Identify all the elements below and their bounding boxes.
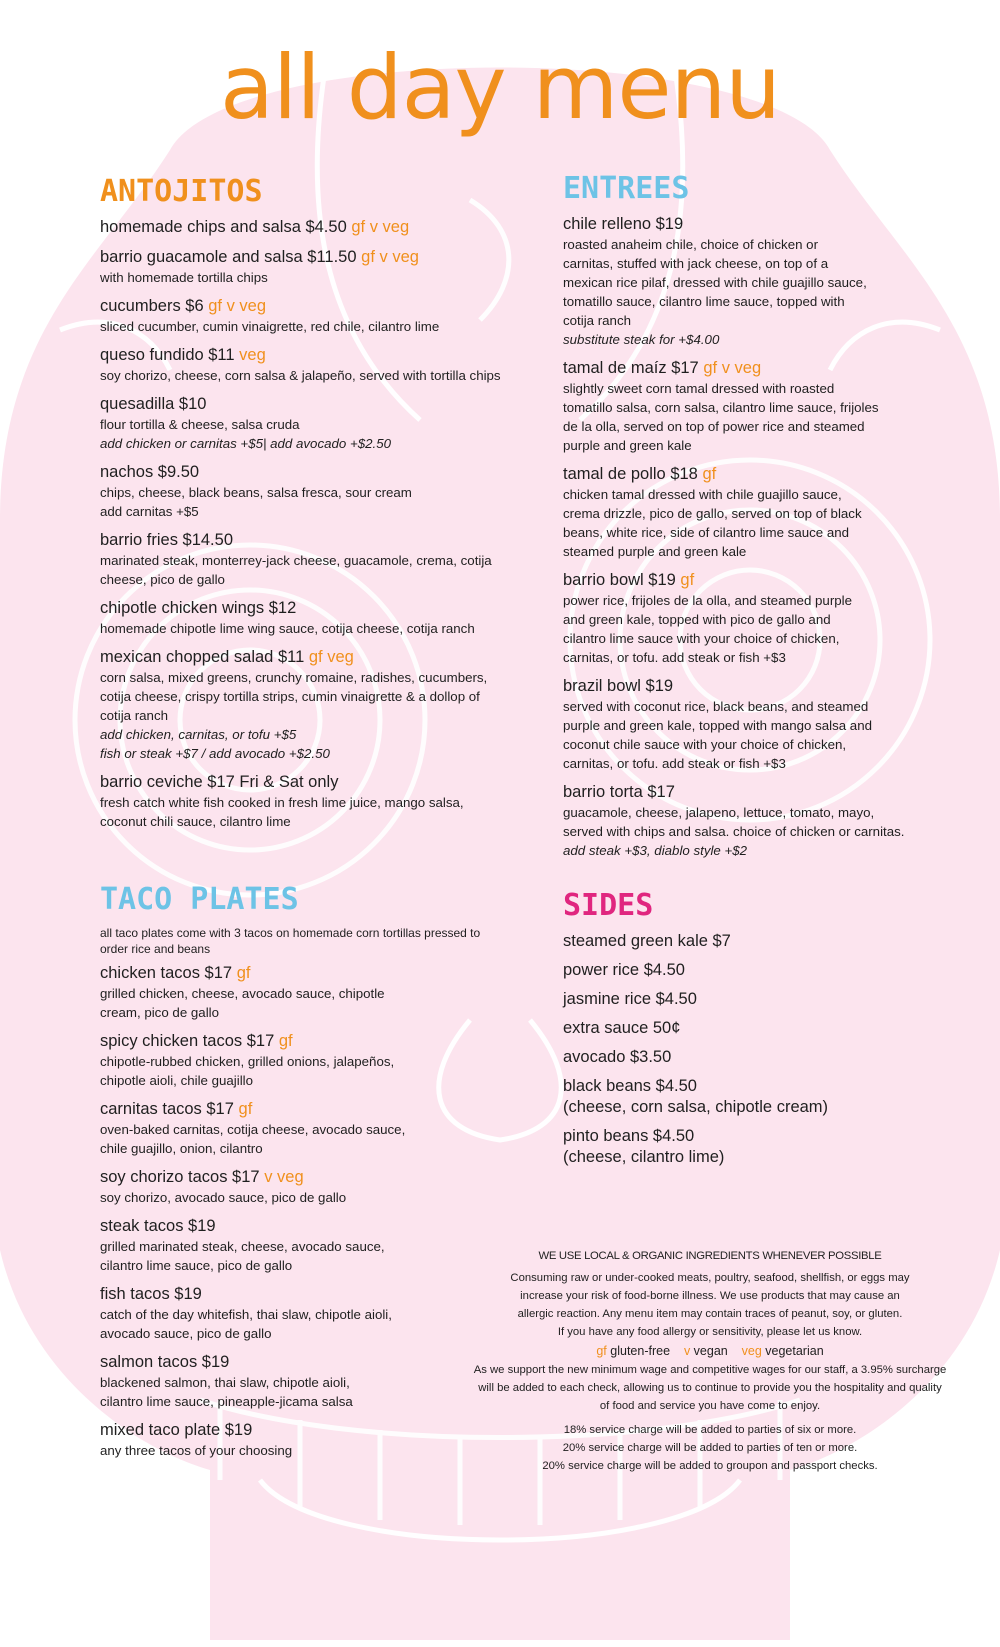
intro-line: all taco plates come with 3 tacos on homemade corn tortillas pressed to bbox=[100, 926, 481, 940]
menu-item-title bbox=[100, 1420, 520, 1441]
legend-label-v: vegan bbox=[693, 1344, 728, 1358]
menu-item-description: tomatillo salsa, corn salsa, cilantro lime sauce, frijoles bbox=[563, 400, 879, 415]
menu-item-title bbox=[563, 464, 943, 485]
menu-item-name: steak tacos $19 bbox=[100, 1217, 216, 1235]
menu-item-name: salmon tacos $19 bbox=[100, 1353, 230, 1371]
menu-item-description: guacamole, cheese, jalapeno, lettuce, tomato, mayo, bbox=[563, 805, 875, 820]
menu-item bbox=[563, 214, 943, 349]
wage-surcharge-line: will be added to each check, allowing us to continue to provide you the hospitality and quality bbox=[478, 1382, 942, 1394]
menu-item-name: nachos $9.50 bbox=[100, 463, 200, 481]
menu-item-name: chipotle chicken wings $12 bbox=[100, 599, 297, 617]
menu-item-description: cotija ranch bbox=[100, 708, 168, 723]
sides-section bbox=[563, 889, 943, 1176]
menu-item bbox=[100, 1284, 520, 1343]
menu-item-title bbox=[100, 1284, 520, 1305]
side-item-name: steamed green kale $7 bbox=[563, 932, 731, 950]
menu-item-title bbox=[100, 247, 520, 268]
menu-item-name: barrio torta $17 bbox=[563, 783, 675, 801]
wage-surcharge-line: As we support the new minimum wage and competitive wages for our staff, a 3.95% surcharge bbox=[473, 1364, 947, 1376]
service-charge-line: 18% service charge will be added to parties of six or more. bbox=[563, 1424, 857, 1436]
menu-item-description: grilled chicken, cheese, avocado sauce, chipotle bbox=[100, 986, 385, 1001]
menu-item-title bbox=[100, 1167, 520, 1188]
menu-item-description: any three tacos of your choosing bbox=[100, 1443, 293, 1458]
menu-item-name: barrio ceviche $17 Fri & Sat only bbox=[100, 773, 339, 791]
menu-item bbox=[100, 1420, 520, 1460]
menu-item-description: served with chips and salsa. choice of chicken or carnitas. bbox=[563, 824, 905, 839]
menu-item-description: carnitas, or tofu. add steak or fish +$3 bbox=[563, 756, 786, 771]
menu-item-title bbox=[100, 647, 520, 668]
menu-item-description: oven-baked carnitas, cotija cheese, avocado sauce, bbox=[100, 1122, 406, 1137]
menu-item-description: chipotle aioli, chile guajillo bbox=[100, 1073, 254, 1088]
side-item bbox=[563, 989, 943, 1010]
menu-item-description: grilled marinated steak, cheese, avocado sauce, bbox=[100, 1239, 385, 1254]
menu-item-name: soy chorizo tacos $17 bbox=[100, 1168, 260, 1186]
menu-item bbox=[100, 530, 520, 589]
service-charge-line: 20% service charge will be added to groupon and passport checks. bbox=[542, 1460, 878, 1472]
menu-item bbox=[100, 247, 520, 287]
menu-item-name: brazil bowl $19 bbox=[563, 677, 674, 695]
menu-item-name: fish tacos $19 bbox=[100, 1285, 202, 1303]
menu-item bbox=[563, 570, 943, 667]
menu-item-description: coconut chili sauce, cilantro lime bbox=[100, 814, 291, 829]
menu-item-description: cotija ranch bbox=[563, 313, 631, 328]
menu-item-description: purple and green kale, topped with mango salsa and bbox=[563, 718, 872, 733]
menu-item-title bbox=[563, 782, 943, 803]
menu-item bbox=[100, 296, 520, 336]
menu-item-description: sliced cucumber, cumin vinaigrette, red chile, cilantro lime bbox=[100, 319, 440, 334]
legend-key-v: v bbox=[683, 1344, 691, 1358]
allergy-line: allergic reaction. Any menu item may contain traces of peanut, soy, or gluten. bbox=[517, 1308, 903, 1320]
legend-key-gf: gf bbox=[596, 1344, 607, 1358]
dietary-legend bbox=[465, 1341, 955, 1361]
menu-item-description: soy chorizo, avocado sauce, pico de gallo bbox=[100, 1190, 347, 1205]
menu-item-addon-note: add chicken, carnitas, or tofu +$5 bbox=[100, 727, 297, 742]
menu-item-description: served with coconut rice, black beans, and steamed bbox=[563, 699, 869, 714]
dietary-tags: gf bbox=[238, 1100, 253, 1118]
menu-item-title bbox=[100, 772, 520, 793]
dietary-tags: gf v veg bbox=[703, 359, 762, 377]
menu-item-description: cheese, pico de gallo bbox=[100, 572, 225, 587]
menu-item-description: crema drizzle, pico de gallo, served on top of black bbox=[563, 506, 862, 521]
menu-item-name: barrio fries $14.50 bbox=[100, 531, 233, 549]
menu-item-description: chile guajillo, onion, cilantro bbox=[100, 1141, 263, 1156]
menu-item-description: mexican rice pilaf, dressed with chile guajillo sauce, bbox=[563, 275, 867, 290]
legend-label-veg: vegetarian bbox=[765, 1344, 824, 1358]
side-item-name: power rice $4.50 bbox=[563, 961, 685, 979]
side-item bbox=[563, 1018, 943, 1039]
menu-item-title bbox=[563, 676, 943, 697]
taco-plates-heading: TACO PLATES bbox=[100, 882, 299, 917]
menu-item-description: catch of the day whitefish, thai slaw, chipotle aioli, bbox=[100, 1307, 392, 1322]
menu-item bbox=[563, 464, 943, 561]
menu-item bbox=[100, 1031, 520, 1090]
taco-plates-intro bbox=[100, 925, 520, 957]
service-charge-line: 20% service charge will be added to parties of ten or more. bbox=[562, 1442, 858, 1454]
menu-item-title bbox=[100, 598, 520, 619]
menu-item-name: queso fundido $11 bbox=[100, 346, 235, 364]
menu-item-title bbox=[563, 214, 943, 235]
menu-item-description: blackened salmon, thai slaw, chipotle aioli, bbox=[100, 1375, 350, 1390]
menu-item bbox=[100, 217, 520, 238]
sides-list bbox=[563, 931, 943, 1168]
dietary-tags: gf bbox=[236, 964, 251, 982]
menu-item-addon-note: fish or steak +$7 / add avocado +$2.50 bbox=[100, 746, 330, 761]
menu-item-title bbox=[100, 963, 520, 984]
menu-item-title bbox=[100, 217, 520, 238]
dietary-tags: gf v veg bbox=[351, 218, 410, 236]
side-item bbox=[563, 960, 943, 981]
legend-label-gf: gluten-free bbox=[610, 1344, 671, 1358]
intro-line: order rice and beans bbox=[100, 942, 211, 956]
menu-item-description: power rice, frijoles de la olla, and steamed purple bbox=[563, 593, 852, 608]
menu-item-title bbox=[100, 1099, 520, 1120]
wage-surcharge-line: of food and service you have come to enjoy. bbox=[599, 1400, 821, 1412]
side-item bbox=[563, 1076, 943, 1118]
allergy-line: increase your risk of food-borne illness. We use products that may cause an bbox=[520, 1290, 900, 1302]
menu-item bbox=[100, 345, 520, 385]
menu-item-name: carnitas tacos $17 bbox=[100, 1100, 234, 1118]
antojitos-section bbox=[100, 175, 520, 840]
menu-item bbox=[100, 598, 520, 638]
menu-item-name: cucumbers $6 bbox=[100, 297, 204, 315]
menu-item bbox=[563, 782, 943, 860]
menu-item-addon-note: add chicken or carnitas +$5| add avocado +$2.50 bbox=[100, 436, 392, 451]
allergy-line: If you have any food allergy or sensitivity, please let us know. bbox=[557, 1326, 863, 1338]
dietary-tags: gf v veg bbox=[361, 248, 419, 266]
dietary-tags: gf bbox=[680, 571, 695, 589]
menu-item-description: tomatillo sauce, cilantro lime sauce, topped with bbox=[563, 294, 845, 309]
menu-item-description: chipotle-rubbed chicken, grilled onions, jalapeños, bbox=[100, 1054, 395, 1069]
menu-item bbox=[563, 676, 943, 773]
menu-item bbox=[100, 963, 520, 1022]
menu-item bbox=[100, 1099, 520, 1158]
menu-item-description: chips, cheese, black beans, salsa fresca, sour cream bbox=[100, 485, 412, 500]
menu-item bbox=[100, 1352, 520, 1411]
menu-item-description: cilantro lime sauce, pineapple-jicama salsa bbox=[100, 1394, 353, 1409]
menu-item-name: chicken tacos $17 bbox=[100, 964, 233, 982]
menu-item-description: cilantro lime sauce, pico de gallo bbox=[100, 1258, 293, 1273]
menu-item-title bbox=[100, 530, 520, 551]
dietary-tags: v veg bbox=[264, 1168, 304, 1186]
side-item-name: extra sauce 50¢ bbox=[563, 1019, 681, 1037]
menu-item-addon-note: substitute steak for +$4.00 bbox=[563, 332, 720, 347]
menu-item bbox=[100, 647, 520, 763]
menu-item-title bbox=[100, 394, 520, 415]
menu-item-description: cilantro lime sauce with your choice of chicken, bbox=[563, 631, 840, 646]
menu-item-name: homemade chips and salsa $4.50 bbox=[100, 218, 347, 236]
side-item-description: (cheese, cilantro lime) bbox=[563, 1148, 725, 1166]
local-organic-notice: WE USE LOCAL & ORGANIC INGREDIENTS WHENEVER POSSIBLE bbox=[538, 1250, 882, 1262]
menu-item-title bbox=[563, 570, 943, 591]
menu-item-title bbox=[100, 1352, 520, 1373]
side-item-name: pinto beans $4.50 bbox=[563, 1127, 695, 1145]
menu-item-title bbox=[100, 462, 520, 483]
dietary-tags: gf bbox=[278, 1032, 293, 1050]
menu-item-description: corn salsa, mixed greens, crunchy romaine, radishes, cucumbers, bbox=[100, 670, 488, 685]
menu-item-description: carnitas, or tofu. add steak or fish +$3 bbox=[563, 650, 786, 665]
dietary-tags: gf bbox=[702, 465, 717, 483]
menu-item bbox=[100, 462, 520, 521]
menu-item-description: marinated steak, monterrey-jack cheese, guacamole, crema, cotija bbox=[100, 553, 492, 568]
menu-item-addon-note: add steak +$3, diablo style +$2 bbox=[563, 843, 748, 858]
menu-item-name: spicy chicken tacos $17 bbox=[100, 1032, 275, 1050]
side-item bbox=[563, 1047, 943, 1068]
menu-item-name: barrio guacamole and salsa $11.50 bbox=[100, 248, 357, 266]
dietary-tags: gf v veg bbox=[208, 297, 267, 315]
menu-item-name: tamal de maíz $17 bbox=[563, 359, 699, 377]
dietary-tags: gf veg bbox=[308, 648, 354, 666]
side-item-description: (cheese, corn salsa, chipotle cream) bbox=[563, 1098, 829, 1116]
taco-plates-section bbox=[100, 883, 520, 1469]
side-item bbox=[563, 931, 943, 952]
disclaimer-block bbox=[465, 1247, 955, 1475]
menu-item-description: cotija cheese, crispy tortilla strips, cumin vinaigrette & a dollop of bbox=[100, 689, 480, 704]
entrees-section bbox=[563, 172, 943, 869]
menu-item-name: barrio bowl $19 bbox=[563, 571, 676, 589]
menu-item-name: mexican chopped salad $11 bbox=[100, 648, 305, 666]
menu-item-description: homemade chipotle lime wing sauce, cotija cheese, cotija ranch bbox=[100, 621, 475, 636]
entrees-heading: ENTREES bbox=[563, 171, 690, 206]
menu-item-name: mixed taco plate $19 bbox=[100, 1421, 253, 1439]
menu-item-name: chile relleno $19 bbox=[563, 215, 684, 233]
menu-item-title bbox=[100, 1216, 520, 1237]
menu-item-description: beans, white rice, side of cilantro lime sauce and bbox=[563, 525, 850, 540]
menu-item-description: coconut chile sauce with your choice of chicken, bbox=[563, 737, 847, 752]
allergy-line: Consuming raw or under-cooked meats, poultry, seafood, shellfish, or eggs may bbox=[510, 1272, 910, 1284]
menu-item-description: soy chorizo, cheese, corn salsa & jalapeño, served with tortilla chips bbox=[100, 368, 501, 383]
menu-item bbox=[100, 772, 520, 831]
side-item-name: black beans $4.50 bbox=[563, 1077, 697, 1095]
page-title: all day menu bbox=[219, 36, 781, 139]
menu-item-description: steamed purple and green kale bbox=[563, 544, 747, 559]
menu-item-description: cream, pico de gallo bbox=[100, 1005, 219, 1020]
menu-item-description: and green kale, topped with pico de gallo and bbox=[563, 612, 831, 627]
menu-item-description: flour tortilla & cheese, salsa cruda bbox=[100, 417, 300, 432]
menu-item-description: with homemade tortilla chips bbox=[100, 270, 268, 285]
side-item bbox=[563, 1126, 943, 1168]
menu-item-description: fresh catch white fish cooked in fresh lime juice, mango salsa, bbox=[100, 795, 464, 810]
menu-item-description: chicken tamal dressed with chile guajillo sauce, bbox=[563, 487, 842, 502]
menu-item-title bbox=[100, 1031, 520, 1052]
side-item-name: jasmine rice $4.50 bbox=[563, 990, 697, 1008]
dietary-tags: veg bbox=[239, 346, 266, 364]
legend-key-veg: veg bbox=[741, 1344, 762, 1358]
menu-item bbox=[563, 358, 943, 455]
menu-item-description: roasted anaheim chile, choice of chicken or bbox=[563, 237, 818, 252]
menu-item-name: tamal de pollo $18 bbox=[563, 465, 698, 483]
menu-item-description: avocado sauce, pico de gallo bbox=[100, 1326, 272, 1341]
menu-item-description: purple and green kale bbox=[563, 438, 692, 453]
side-item-name: avocado $3.50 bbox=[563, 1048, 672, 1066]
menu-item bbox=[100, 1167, 520, 1207]
menu-item bbox=[100, 394, 520, 453]
menu-item-description: carnitas, stuffed with jack cheese, on top of a bbox=[563, 256, 829, 271]
menu-item-description: add carnitas +$5 bbox=[100, 504, 199, 519]
sides-heading: SIDES bbox=[563, 888, 654, 923]
menu-item-description: de la olla, served on top of power rice and steamed bbox=[563, 419, 865, 434]
menu-item-description: slightly sweet corn tamal dressed with roasted bbox=[563, 381, 835, 396]
service-charges bbox=[465, 1421, 955, 1475]
menu-item-title bbox=[100, 345, 520, 366]
menu-item bbox=[100, 1216, 520, 1275]
menu-item-title bbox=[100, 296, 520, 317]
menu-item-title bbox=[563, 358, 943, 379]
menu-item-name: quesadilla $10 bbox=[100, 395, 207, 413]
antojitos-heading: ANTOJITOS bbox=[100, 174, 263, 209]
